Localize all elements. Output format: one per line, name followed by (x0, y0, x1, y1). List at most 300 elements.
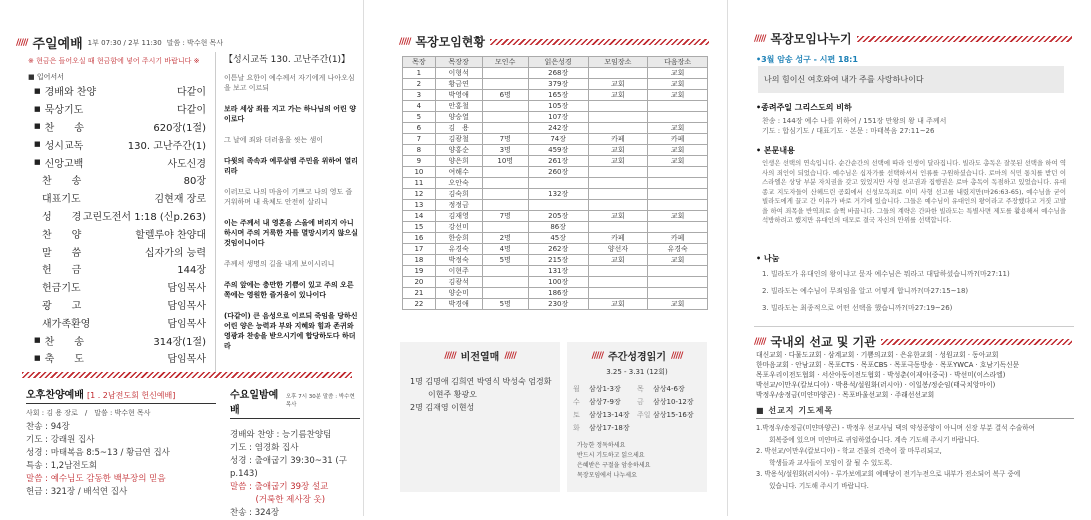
vision-title: 비전열매 (460, 352, 500, 363)
service-line: 말씀 : 예수님도 감동한 백부장의 믿음 (26, 474, 166, 484)
weekly-reading-box (567, 342, 707, 492)
header-hatch (490, 39, 709, 45)
table-cell: 7명 (482, 134, 528, 145)
table-cell: 안홍철 (435, 101, 482, 112)
table-row (403, 222, 708, 233)
table-cell: 12 (403, 189, 436, 200)
reading-line: 주께서 생명의 길을 내게 보이시리니 (224, 260, 335, 268)
table-row (403, 277, 708, 288)
table-cell (482, 178, 528, 189)
vision-line: 2명 김재영 이현성 (410, 403, 475, 412)
bullet-icon: ■ (34, 86, 41, 95)
order-label: 경배와 찬양 (44, 87, 97, 99)
order-label: 헌 금 (42, 265, 82, 277)
bullet-icon: ■ (34, 140, 41, 149)
table-header-cell: 모인수 (482, 57, 528, 68)
service-line: 특송 : 1,2남전도회 (26, 461, 98, 471)
weekly-row (573, 396, 707, 409)
weekly-cell: 화 (573, 424, 580, 432)
sec3-title: • 나눔 (756, 254, 780, 263)
mission-line: 대신교회 · 다물도교회 · 삼계교회 · 기쁨의교회 · 은유한교회 · 성원교회 · 동아교회 (756, 351, 999, 359)
service-line: 찬송 : 94장 (26, 422, 70, 432)
table-cell: 10 (403, 167, 436, 178)
table-row (403, 156, 708, 167)
service-line: 말씀 : 출애굽기 39장 설교 (230, 482, 329, 492)
order-row (26, 118, 206, 136)
order-value: 130. 고난주간(1) (127, 140, 206, 152)
sec3-list (756, 266, 1066, 317)
bullet-icon: ■ (34, 104, 41, 113)
table-cell: 5 (403, 112, 436, 123)
table-header-cell: 모임장소 (588, 57, 648, 68)
table-cell (648, 112, 708, 123)
table-cell: 김재영 (435, 211, 482, 222)
table-row (403, 145, 708, 156)
table-header-cell: 목장 (403, 57, 436, 68)
order-value: 김현재 장로 (154, 194, 206, 206)
weekly-cell: 목 (637, 385, 644, 393)
weekly-title: 주간성경읽기 (608, 352, 666, 363)
order-left (34, 297, 81, 312)
table-cell: 2 (403, 79, 436, 90)
order-label: 헌금기도 (42, 283, 81, 295)
order-row (26, 189, 206, 207)
order-row (26, 242, 206, 260)
table-cell: 교회 (648, 255, 708, 266)
table-cell: 교회 (588, 79, 648, 90)
table-row (403, 178, 708, 189)
reading-line: (다같이) 큰 음성으로 이르되 죽임을 당하신 어린 양은 능력과 부와 지혜와 힘과 존귀와 영광과 찬송을 받으시기에 합당하도다 하더라 (224, 312, 358, 350)
weekly-cell: 월 (573, 385, 580, 393)
order-row (26, 171, 206, 189)
table-cell: 45장 (528, 233, 588, 244)
table-row (403, 90, 708, 101)
table-cell: 교회 (588, 145, 648, 156)
table-cell: 이현주 (435, 266, 482, 277)
mission-line: 한마음교회 · 안남교회 · 목포CTS · 목포CBS · 목포극동방송 · 목포YWCA · 호남기독신문 (756, 361, 1020, 369)
header-slashes: ///// (670, 350, 683, 361)
table-cell: 카페 (588, 233, 648, 244)
table-cell: 5명 (482, 255, 528, 266)
order-row (26, 135, 206, 153)
mission-line: 목포우리이전도협회 · 서산아동이전도협회 · 박성춘(이제아(중국) · 박선미(이스라엘) (756, 371, 1006, 379)
table-cell (588, 189, 648, 200)
weekly-cell (637, 422, 653, 435)
order-row (26, 296, 206, 314)
order-left (34, 244, 81, 259)
table-cell: 양승열 (435, 112, 482, 123)
table-cell (588, 200, 648, 211)
table-cell: 한승희 (435, 233, 482, 244)
table-cell: 10명 (482, 156, 528, 167)
sec1-list (756, 116, 1066, 136)
table-cell: 6명 (482, 90, 528, 101)
table-cell (482, 222, 528, 233)
prayer-line: 회복중에 있으며 미얀마로 귀임하였습니다. 계속 기도해 주시기 바랍니다. (756, 435, 980, 444)
header-slashes: ///// (754, 336, 766, 347)
table-cell: 19 (403, 266, 436, 277)
table-cell: 양순미 (435, 288, 482, 299)
weekly-cell: 삼상15-16장 (653, 411, 694, 419)
table-cell: 교회 (648, 79, 708, 90)
header-slashes: ///// (504, 350, 516, 361)
order-label: 찬 송 (44, 336, 84, 348)
reading-title: 【성시교독 130. 고난주간(1)】 (224, 55, 351, 65)
verse-box (758, 66, 1064, 93)
table-cell: 박영애 (435, 90, 482, 101)
weekly-cell: 삼상13-14장 (589, 411, 630, 419)
header-slashes: ///// (16, 37, 28, 48)
table-cell (482, 277, 528, 288)
worship-times: 1부 07:30 / 2부 11:30 (87, 38, 162, 47)
table-cell: 양선자 (588, 244, 648, 255)
table-cell: 6 (403, 123, 436, 134)
order-value: 다같이 (177, 105, 206, 117)
table-row (403, 255, 708, 266)
order-row (26, 82, 206, 100)
order-label: 광 고 (42, 300, 82, 312)
order-value: 고린도전서 1:18 (신p.263) (82, 211, 206, 223)
order-value: 144장 (177, 265, 206, 277)
sec3-line: 2. 빌라도는 예수님이 무죄임을 알고 어떻게 합니까?(마27:15~18) (762, 287, 969, 295)
order-value: 620장(1절) (153, 122, 206, 134)
weekly-note: 목장모임에서 나누세요 (577, 472, 637, 479)
wed-right: 오후 7시 30분 말씀 : 박수현 목사 (285, 394, 355, 408)
table-cell (482, 189, 528, 200)
service-line: 기도 : 염경화 집사 (230, 443, 299, 453)
order-row (26, 349, 206, 367)
table-cell: 262장 (528, 244, 588, 255)
prayer-line: 2. 박선교/이만우(칼보디아) - 학교 건물의 건축이 잘 마무리되고, (756, 447, 942, 455)
table-row (403, 112, 708, 123)
table-cell: 15 (403, 222, 436, 233)
table-cell: 215장 (528, 255, 588, 266)
table-cell (588, 101, 648, 112)
order-left (34, 208, 81, 223)
afternoon-host: 사회 : 김 용 장로 / 말씀 : 박수현 목사 (26, 409, 151, 417)
table-cell: 카페 (588, 134, 648, 145)
order-left (34, 155, 83, 170)
order-row (26, 100, 206, 118)
weekly-cell (653, 422, 701, 435)
table-cell (648, 222, 708, 233)
table-row (403, 233, 708, 244)
prayer-list (756, 423, 1074, 492)
vision-list (400, 375, 560, 414)
table-cell: 261장 (528, 156, 588, 167)
order-label: 성 경 (42, 211, 82, 223)
table-row (403, 299, 708, 310)
table-cell: 교회 (648, 299, 708, 310)
table-cell: 7 (403, 134, 436, 145)
table-cell: 교회 (648, 145, 708, 156)
table-header-cell: 다음장소 (648, 57, 708, 68)
prayer-section (756, 405, 1074, 492)
table-cell (648, 288, 708, 299)
table-cell (528, 200, 588, 211)
table-cell (482, 123, 528, 134)
table-cell: 14 (403, 211, 436, 222)
table-row (403, 189, 708, 200)
sec2-body: 인생은 선택의 연속입니다. 순간순간의 선택에 따라 인생이 달라집니다. 빌라도 총독은 잘못된 선택을 하여 역사의 죄인이 되었습니다. 예수님은 십자가를 선택하셔서 인류를 구원하셨습니다. 로마의 식민 통치를 받던 이스라엘은 상당 부분 자치권을 갖고 있었지만 사형 선고권과 집행권은 로마 총독이 독점하고 있었습니다. 유대종교 지도자들이 산헤드린 공회에서 신성모독죄로 이미 사형 선고를 내렸지만(마26:63-65), 예수님을 굳이 빌라도에게 끌고 간 이유가 바로 거기에 있습니다. 그들은 예수님이 유대인의 왕이라고 주장했다고 거짓 고발을 하여 죄목을 반역죄로 슬쩍 바꿉니다. 그들의 계략은 간파한 빌라도는 특별사면 제도를 활용해서 예수님을 석방하려고 했지만 유대인의 대모로 결국 자신의 안위를 선택합니다. (762, 159, 1066, 224)
service-line: (거룩한 제사장 옷) (230, 495, 326, 505)
table-cell: 165장 (528, 90, 588, 101)
table-cell (482, 167, 528, 178)
table-cell: 242장 (528, 123, 588, 134)
table-cell (648, 189, 708, 200)
order-left (34, 101, 83, 116)
sec1-title: •종려주일 그리스도의 비하 (756, 103, 852, 112)
table-cell (588, 112, 648, 123)
mission-list (756, 350, 1074, 400)
table-cell: 205장 (528, 211, 588, 222)
service-line: 헌금 : 321장 / 배석연 집사 (26, 487, 128, 497)
table-cell: 18 (403, 255, 436, 266)
table-cell: 여해수 (435, 167, 482, 178)
table-row (403, 123, 708, 134)
order-label: 성시교독 (44, 140, 84, 152)
reading-line: 이는 주께서 내 영혼을 스올에 버리지 아니하시며 주의 거룩한 자를 멸망시키지 않으실 것임이니이다 (224, 219, 358, 247)
worship-header (16, 33, 356, 52)
order-row (26, 224, 206, 242)
mokjang-header (399, 33, 709, 50)
table-cell: 186장 (528, 288, 588, 299)
table-cell: 100장 (528, 277, 588, 288)
table-row (403, 244, 708, 255)
service-line: 찬송 : 324장 (230, 508, 280, 518)
table-cell: 교회 (648, 90, 708, 101)
table-cell: 379장 (528, 79, 588, 90)
table-cell: 5명 (482, 299, 528, 310)
table-row (403, 68, 708, 79)
table-cell: 김광철 (435, 134, 482, 145)
table-cell: 8 (403, 145, 436, 156)
order-row (26, 313, 206, 331)
entering-line: ■ 입어서서 (28, 73, 64, 81)
table-cell: 유경숙 (648, 244, 708, 255)
table-cell (482, 68, 528, 79)
order-row (26, 207, 206, 225)
table-cell (648, 266, 708, 277)
order-left (34, 172, 81, 187)
table-row (403, 266, 708, 277)
weekly-schedule (567, 383, 707, 435)
weekly-cell: 수 (573, 398, 580, 406)
table-cell: 132장 (528, 189, 588, 200)
panel-mokjang (363, 0, 727, 516)
table-cell (648, 167, 708, 178)
order-row (26, 153, 206, 171)
order-label: 찬 양 (42, 229, 82, 241)
order-left (34, 83, 96, 98)
afternoon-service (26, 386, 216, 499)
weekly-note: 은혜받은 구절을 암송하세요 (577, 462, 651, 469)
table-row (403, 200, 708, 211)
mission-line: 박선교/이만우(칼보디아) · 박용석/설원화(러시아) · 이일봉/정순임(태국치앙마이) (756, 381, 996, 389)
table-cell: 교회 (648, 156, 708, 167)
table-cell: 74장 (528, 134, 588, 145)
weekly-note: 가능한 정독하세요 (577, 442, 626, 449)
weekly-cell: 토 (573, 411, 580, 419)
vision-header (400, 348, 560, 363)
afternoon-sub: [1 . 2남전도회 헌신예배] (86, 391, 176, 400)
order-value: 다같이 (177, 87, 206, 99)
responsive-reading (215, 52, 358, 372)
table-cell: 박정숙 (435, 255, 482, 266)
table-cell (588, 288, 648, 299)
table-cell: 459장 (528, 145, 588, 156)
table-cell (482, 200, 528, 211)
prayer-line: 있습니다. 기도해 주시기 바랍니다. (756, 481, 869, 490)
table-cell (588, 222, 648, 233)
order-row (26, 260, 206, 278)
weekly-cell: 삼상1-3장 (589, 385, 621, 393)
table-cell: 2명 (482, 233, 528, 244)
table-body (403, 68, 708, 310)
table-cell: 22 (403, 299, 436, 310)
order-label: 찬 송 (42, 176, 82, 188)
order-left (34, 333, 84, 348)
table-cell: 교회 (648, 211, 708, 222)
table-cell: 교회 (648, 68, 708, 79)
table-cell: 260장 (528, 167, 588, 178)
weekly-cell: 주일 (637, 411, 651, 419)
sharing-header (754, 30, 1072, 47)
table-cell: 교회 (588, 156, 648, 167)
order-left (34, 261, 81, 276)
reading-line: 그 날에 죄와 더러움을 씻는 샘이 (224, 136, 324, 144)
table-cell (482, 288, 528, 299)
table-cell: 김숙희 (435, 189, 482, 200)
header-slashes: ///// (444, 350, 456, 361)
sec1-line: 찬송 : 144장 예수 나를 위하여 / 151장 만왕의 왕 내 주께서 (762, 117, 947, 125)
table-cell: 107장 (528, 112, 588, 123)
prayer-line: 학생들과 교사들이 모임이 잘 될 수 있도록. (756, 458, 893, 467)
table-cell (588, 123, 648, 134)
table-cell: 양은희 (435, 156, 482, 167)
table-cell: 유경숙 (435, 244, 482, 255)
verse-text: 나의 힘이신 여호와여 내가 주를 사랑하나이다 (764, 75, 924, 84)
table-cell: 16 (403, 233, 436, 244)
reading-line: 보라 세상 죄를 지고 가는 하나님의 어린 양이로다 (224, 105, 357, 123)
order-value: 담임목사 (167, 300, 206, 312)
sec2-title: • 본문내용 (756, 146, 795, 155)
weekly-row (573, 409, 707, 422)
table-row (403, 167, 708, 178)
weekly-range: 3.25 - 3.31 (12회) (606, 368, 668, 376)
order-left (34, 350, 84, 365)
weekly-cell: 삼상7-9장 (589, 398, 621, 406)
table-cell: 4명 (482, 244, 528, 255)
mission-title: 국내외 선교 및 기관 (770, 335, 876, 349)
table-cell: 3 (403, 90, 436, 101)
order-value: 담임목사 (167, 283, 206, 295)
table-cell: 268장 (528, 68, 588, 79)
service-line: 성경 : 마태복음 8:5~13 / 황금연 집사 (26, 448, 170, 458)
table-cell: 230장 (528, 299, 588, 310)
header-hatch (881, 339, 1072, 345)
table-cell: 김 용 (435, 123, 482, 134)
sermon-info (756, 102, 1066, 317)
table-cell: 정정금 (435, 200, 482, 211)
table-cell (588, 277, 648, 288)
vision-box (400, 342, 560, 492)
table-cell: 4 (403, 101, 436, 112)
mission-line: 박정우/송정금(미얀마양곤) · 목포바울선교회 · 주래선선교회 (756, 391, 935, 399)
table-cell (648, 178, 708, 189)
section-divider (22, 372, 352, 378)
order-label: 축 도 (44, 354, 84, 366)
table-cell: 교회 (648, 123, 708, 134)
order-of-service (26, 82, 206, 367)
reading-line: 이러므로 나의 마음이 기쁘고 나의 영도 즐거워하며 내 육체도 안전히 살리니 (224, 188, 353, 206)
order-left (34, 137, 83, 152)
order-row (26, 331, 206, 349)
table-cell: 오안숙 (435, 178, 482, 189)
weekly-row (573, 422, 707, 435)
bullet-icon: ■ (34, 122, 41, 131)
table-cell: 황금연 (435, 79, 482, 90)
bullet-icon: ■ (34, 353, 41, 362)
mokjang-table (402, 56, 708, 310)
reading-line: 이튿날 요한이 예수께서 자기에게 나아오심을 보고 이르되 (224, 74, 355, 92)
worship-preacher: 말씀 : 박수현 목사 (166, 38, 224, 47)
sec3-line: 1. 빌라도가 유대인의 왕이냐고 묻자 예수님은 뭐라고 대답하셨습니까?(마27:11) (762, 270, 1010, 278)
order-left (34, 226, 81, 241)
table-cell: 강선미 (435, 222, 482, 233)
table-cell: 양홍순 (435, 145, 482, 156)
order-label: 묵상기도 (44, 105, 84, 117)
sharing-title: 목장모임나누기 (770, 32, 852, 46)
table-row (403, 79, 708, 90)
table-row (403, 211, 708, 222)
vision-line: 1명 김명애 김희연 박영식 박성숙 엄경화 (410, 377, 552, 386)
header-slashes: ///// (754, 33, 766, 44)
table-cell: 3명 (482, 145, 528, 156)
table-cell (588, 178, 648, 189)
table-cell: 105장 (528, 101, 588, 112)
service-line: 경배와 찬양 : 능기름찬양팀 (230, 430, 332, 440)
table-cell: 17 (403, 244, 436, 255)
weekly-cell: 삼상10-12장 (653, 398, 694, 406)
table-cell (588, 266, 648, 277)
order-label: 말 씀 (42, 247, 82, 259)
reading-list (224, 73, 358, 351)
bullet-icon: ■ (34, 336, 41, 345)
table-row (403, 101, 708, 112)
offering-notice: ※ 현금은 들어오실 때 현금함에 넣어 주시기 바랍니다 ※ (28, 57, 200, 65)
reading-line: 주의 앞에는 충만한 기쁨이 있고 주의 오른쪽에는 영원한 즐거움이 있나이다 (224, 281, 354, 299)
table-cell: 9 (403, 156, 436, 167)
weekly-notes (567, 441, 707, 481)
order-label: 새가족환영 (42, 318, 91, 330)
table-cell: 7명 (482, 211, 528, 222)
table-cell (588, 68, 648, 79)
reading-line: 다윗의 족속과 예루살렘 주민을 위하여 열리리라 (224, 157, 358, 175)
weekly-cell: 삼상4-6장 (653, 385, 685, 393)
order-left (34, 315, 90, 330)
order-value: 담임목사 (167, 318, 206, 330)
header-slashes: ///// (399, 36, 411, 47)
table-cell (648, 277, 708, 288)
order-value: 십자가의 능력 (144, 247, 206, 259)
vision-line: 이현주 황광오 (428, 390, 477, 399)
table-row (403, 134, 708, 145)
panel-worship (0, 0, 363, 516)
table-header-row (403, 57, 708, 68)
mokjang-title: 목장모임현황 (415, 35, 485, 49)
order-left (34, 279, 81, 294)
